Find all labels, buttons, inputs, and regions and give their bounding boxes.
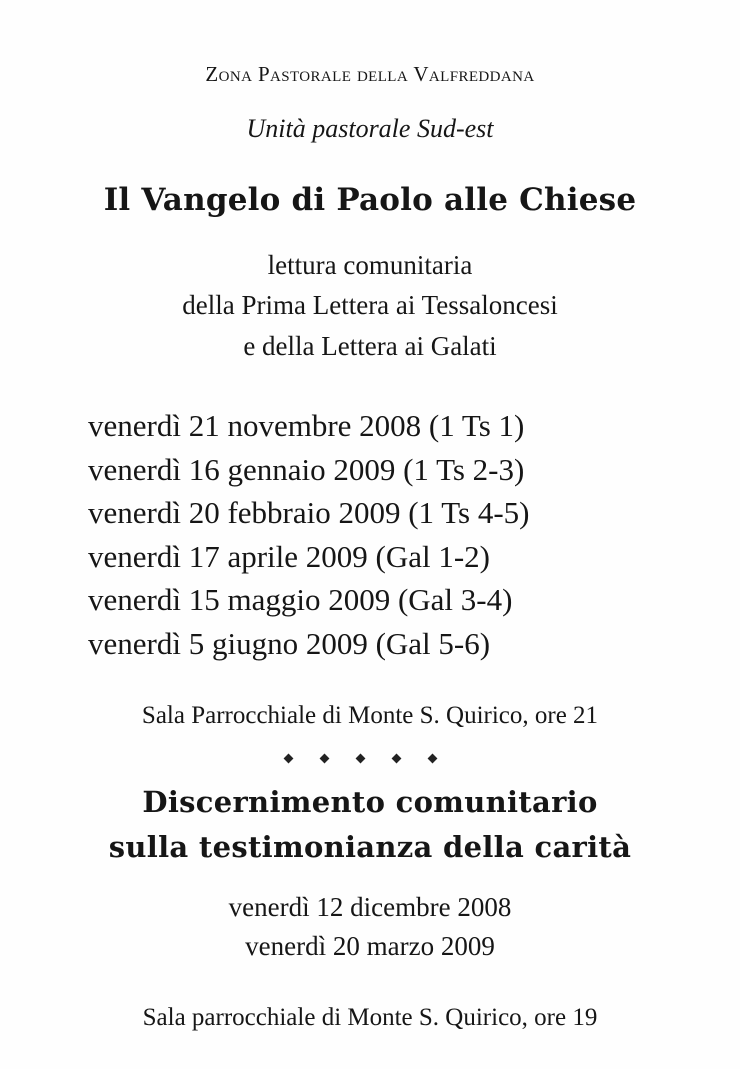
section1-title: Il Vangelo di Paolo alle Chiese <box>103 182 637 218</box>
date-item: venerdì 15 maggio 2009 (Gal 3-4) <box>88 582 513 617</box>
diamond-icon <box>356 754 366 764</box>
section1-subtitle-line: della Prima Lettera ai Tessaloncesi <box>182 290 558 320</box>
diamond-icon <box>284 754 294 764</box>
section1-subtitle-line: lettura comunitaria <box>267 250 473 280</box>
section2-title-line: Discernimento comunitario <box>142 785 598 819</box>
date-item: venerdì 17 aprile 2009 (Gal 1-2) <box>88 538 491 574</box>
section1-location: Sala Parrocchiale di Monte S. Quirico, ore 21 <box>141 702 599 729</box>
diamond-icon <box>428 754 438 764</box>
diamond-separator <box>281 750 451 770</box>
date-item: venerdì 16 gennaio 2009 (1 Ts 2-3) <box>88 451 525 487</box>
section2-date-item: venerdì 20 marzo 2009 <box>245 931 495 961</box>
section2-title-line: sulla testimonianza della carità <box>108 830 632 864</box>
diamond-icon <box>392 754 402 764</box>
date-item: venerdì 20 febbraio 2009 (1 Ts 4-5) <box>88 495 530 530</box>
date-item: venerdì 21 novembre 2008 (1 Ts 1) <box>88 408 525 443</box>
section2-location: Sala parrocchiale di Monte S. Quirico, ore 19 <box>142 1004 598 1031</box>
date-item: venerdì 5 giugno 2009 (Gal 5-6) <box>88 625 491 661</box>
section1-subtitle-line: e della Lettera ai Galati <box>243 331 497 361</box>
pastoral-unit-subheading: Unità pastorale Sud-est <box>246 114 494 143</box>
section1-date-list <box>88 404 728 665</box>
pastoral-zone-heading: Zona Pastorale della Valfreddana <box>205 62 535 86</box>
diamond-icon <box>320 754 330 764</box>
section2-date-item: venerdì 12 dicembre 2008 <box>228 892 512 922</box>
